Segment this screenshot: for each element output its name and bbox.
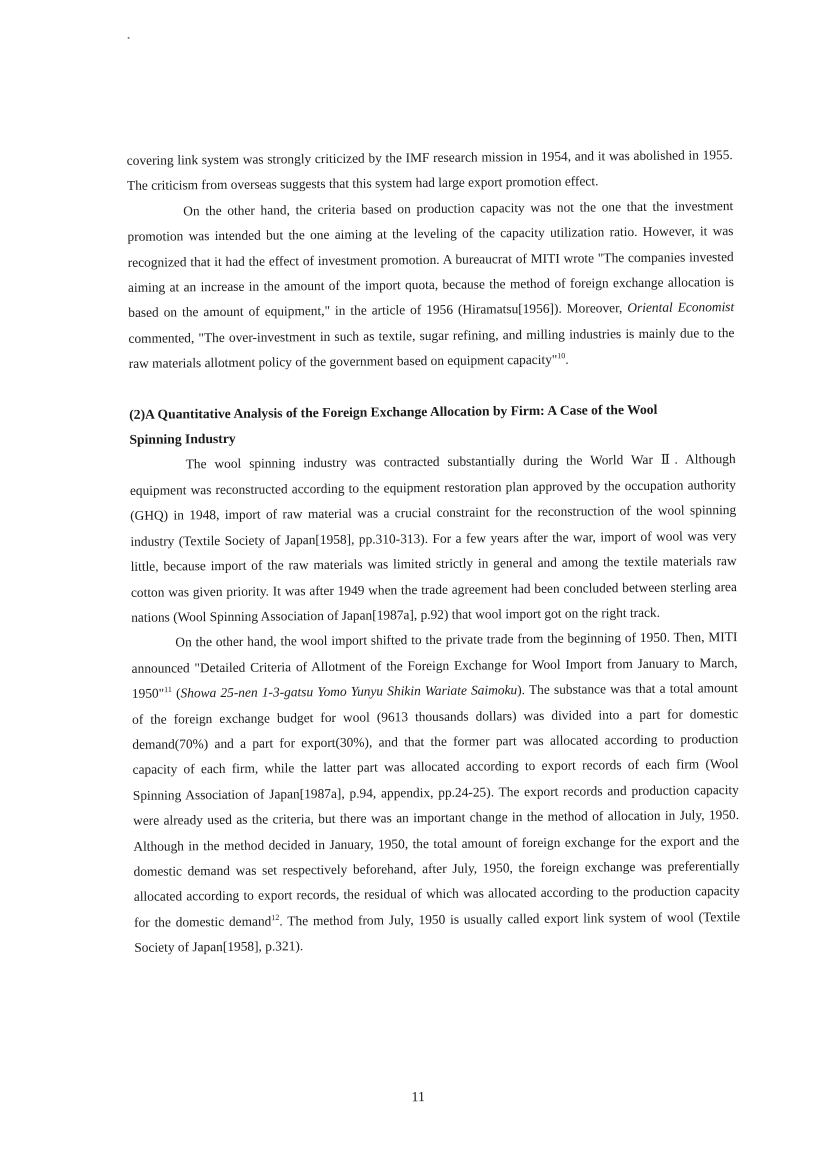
paragraph-4-text-d: . The method from July, 1950 is usually called export link system of wool (Textile Society of Japan[1958], p.321). xyxy=(134,908,741,956)
paragraph-4 xyxy=(131,624,740,960)
footnote-marker: 12 xyxy=(271,912,280,922)
journal-title: Oriental Economist xyxy=(627,299,735,316)
scan-speck xyxy=(128,37,130,39)
paragraph-4-text-a: On the other hand, the wool import shifted to the private trade from the beginning of 1950. Then, MITI announced "Detailed Criteria of Allotment of the Foreign Exchange for Wool Import from January to March, 1950" xyxy=(131,629,738,701)
section-heading: (2)A Quantitative Analysis of the Foreign Exchange Allocation by Firm: A Case of the Wool xyxy=(129,401,658,422)
body-text xyxy=(127,142,741,960)
paragraph-1: covering link system was strongly criticized by the IMF research mission in 1954, and it was abolished in 1955. The criticism from overseas suggests that this system had large export promotion effect. xyxy=(126,147,733,194)
paragraph-2-text: On the other hand, the criteria based on production capacity was not the one that the investment promotion was intended but the one aiming at the leveling of the capacity utilization ratio. However, it was recognized that it had the effect of investment promotion. A bureaucrat of MITI wrote "The companies invested aiming at an increase in the amount of the import quota, because the method of foreign exchange allocation is based on the amount of equipment," in the article of 1956 (Hiramatsu[1956]). Moreover, xyxy=(127,197,735,321)
paragraph-4-text-c: ). The substance was that a total amount of the foreign exchange budget for wool (9613 thousands dollars) was divided into a part for domestic demand(70%) and a part for export(30%), and that the former part was allocated according to production capacity of each firm, while the latter part was allocated according to export records of each firm (Wool Spinning Association of Japan[1987a], p.94, appendix, pp.24-25). The export records and production capacity were already used as the criteria, but there was an important change in the method of allocation in July, 1950. Although in the method decided in January, 1950, the total amount of foreign exchange for the export and the domestic demand was set respectively beforehand, after July, 1950, the foreign exchange was preferentially allocated according to export records, the residual of which was allocated according to the production capacity for the domestic demand xyxy=(132,680,740,930)
page-number: 11 xyxy=(411,1090,426,1106)
footnote-marker: 10 xyxy=(557,351,566,361)
paragraph-4-text-b: ( xyxy=(171,685,181,701)
footnote-marker: 11 xyxy=(164,685,172,695)
japanese-title: Showa 25-nen 1-3-gatsu Yomo Yunyu Shikin Wariate Saimoku xyxy=(180,682,518,701)
section-heading-line-2: Spinning Industry xyxy=(129,430,236,447)
paragraph-3: The wool spinning industry was contracted substantially during the World War Ⅱ. Although equipment was reconstructed according to the equipment restoration plan approved by the occupation authority (GHQ) in 1948, import of raw material was a crucial constraint for the reconstruction of the wool spinning industry (Textile Society of Japan[1958], pp.310-313). For a few years after the war, import of wool was very little, because import of the raw materials was limited strictly in general and among the textile materials raw cotton was given priority. It was after 1949 when the trade agreement had been concluded between sterling area nations (Wool Spinning Association of Japan[1987a], p.92) that wool import got on the right track. xyxy=(129,451,737,625)
paragraph-2-end: . xyxy=(565,351,569,367)
paragraph-2 xyxy=(127,193,735,377)
paragraph-2-quote: commented, "The over-investment in such as textile, sugar refining, and milling industries is mainly due to the raw materials allotment policy of the government based on equipment capacity" xyxy=(128,324,735,372)
